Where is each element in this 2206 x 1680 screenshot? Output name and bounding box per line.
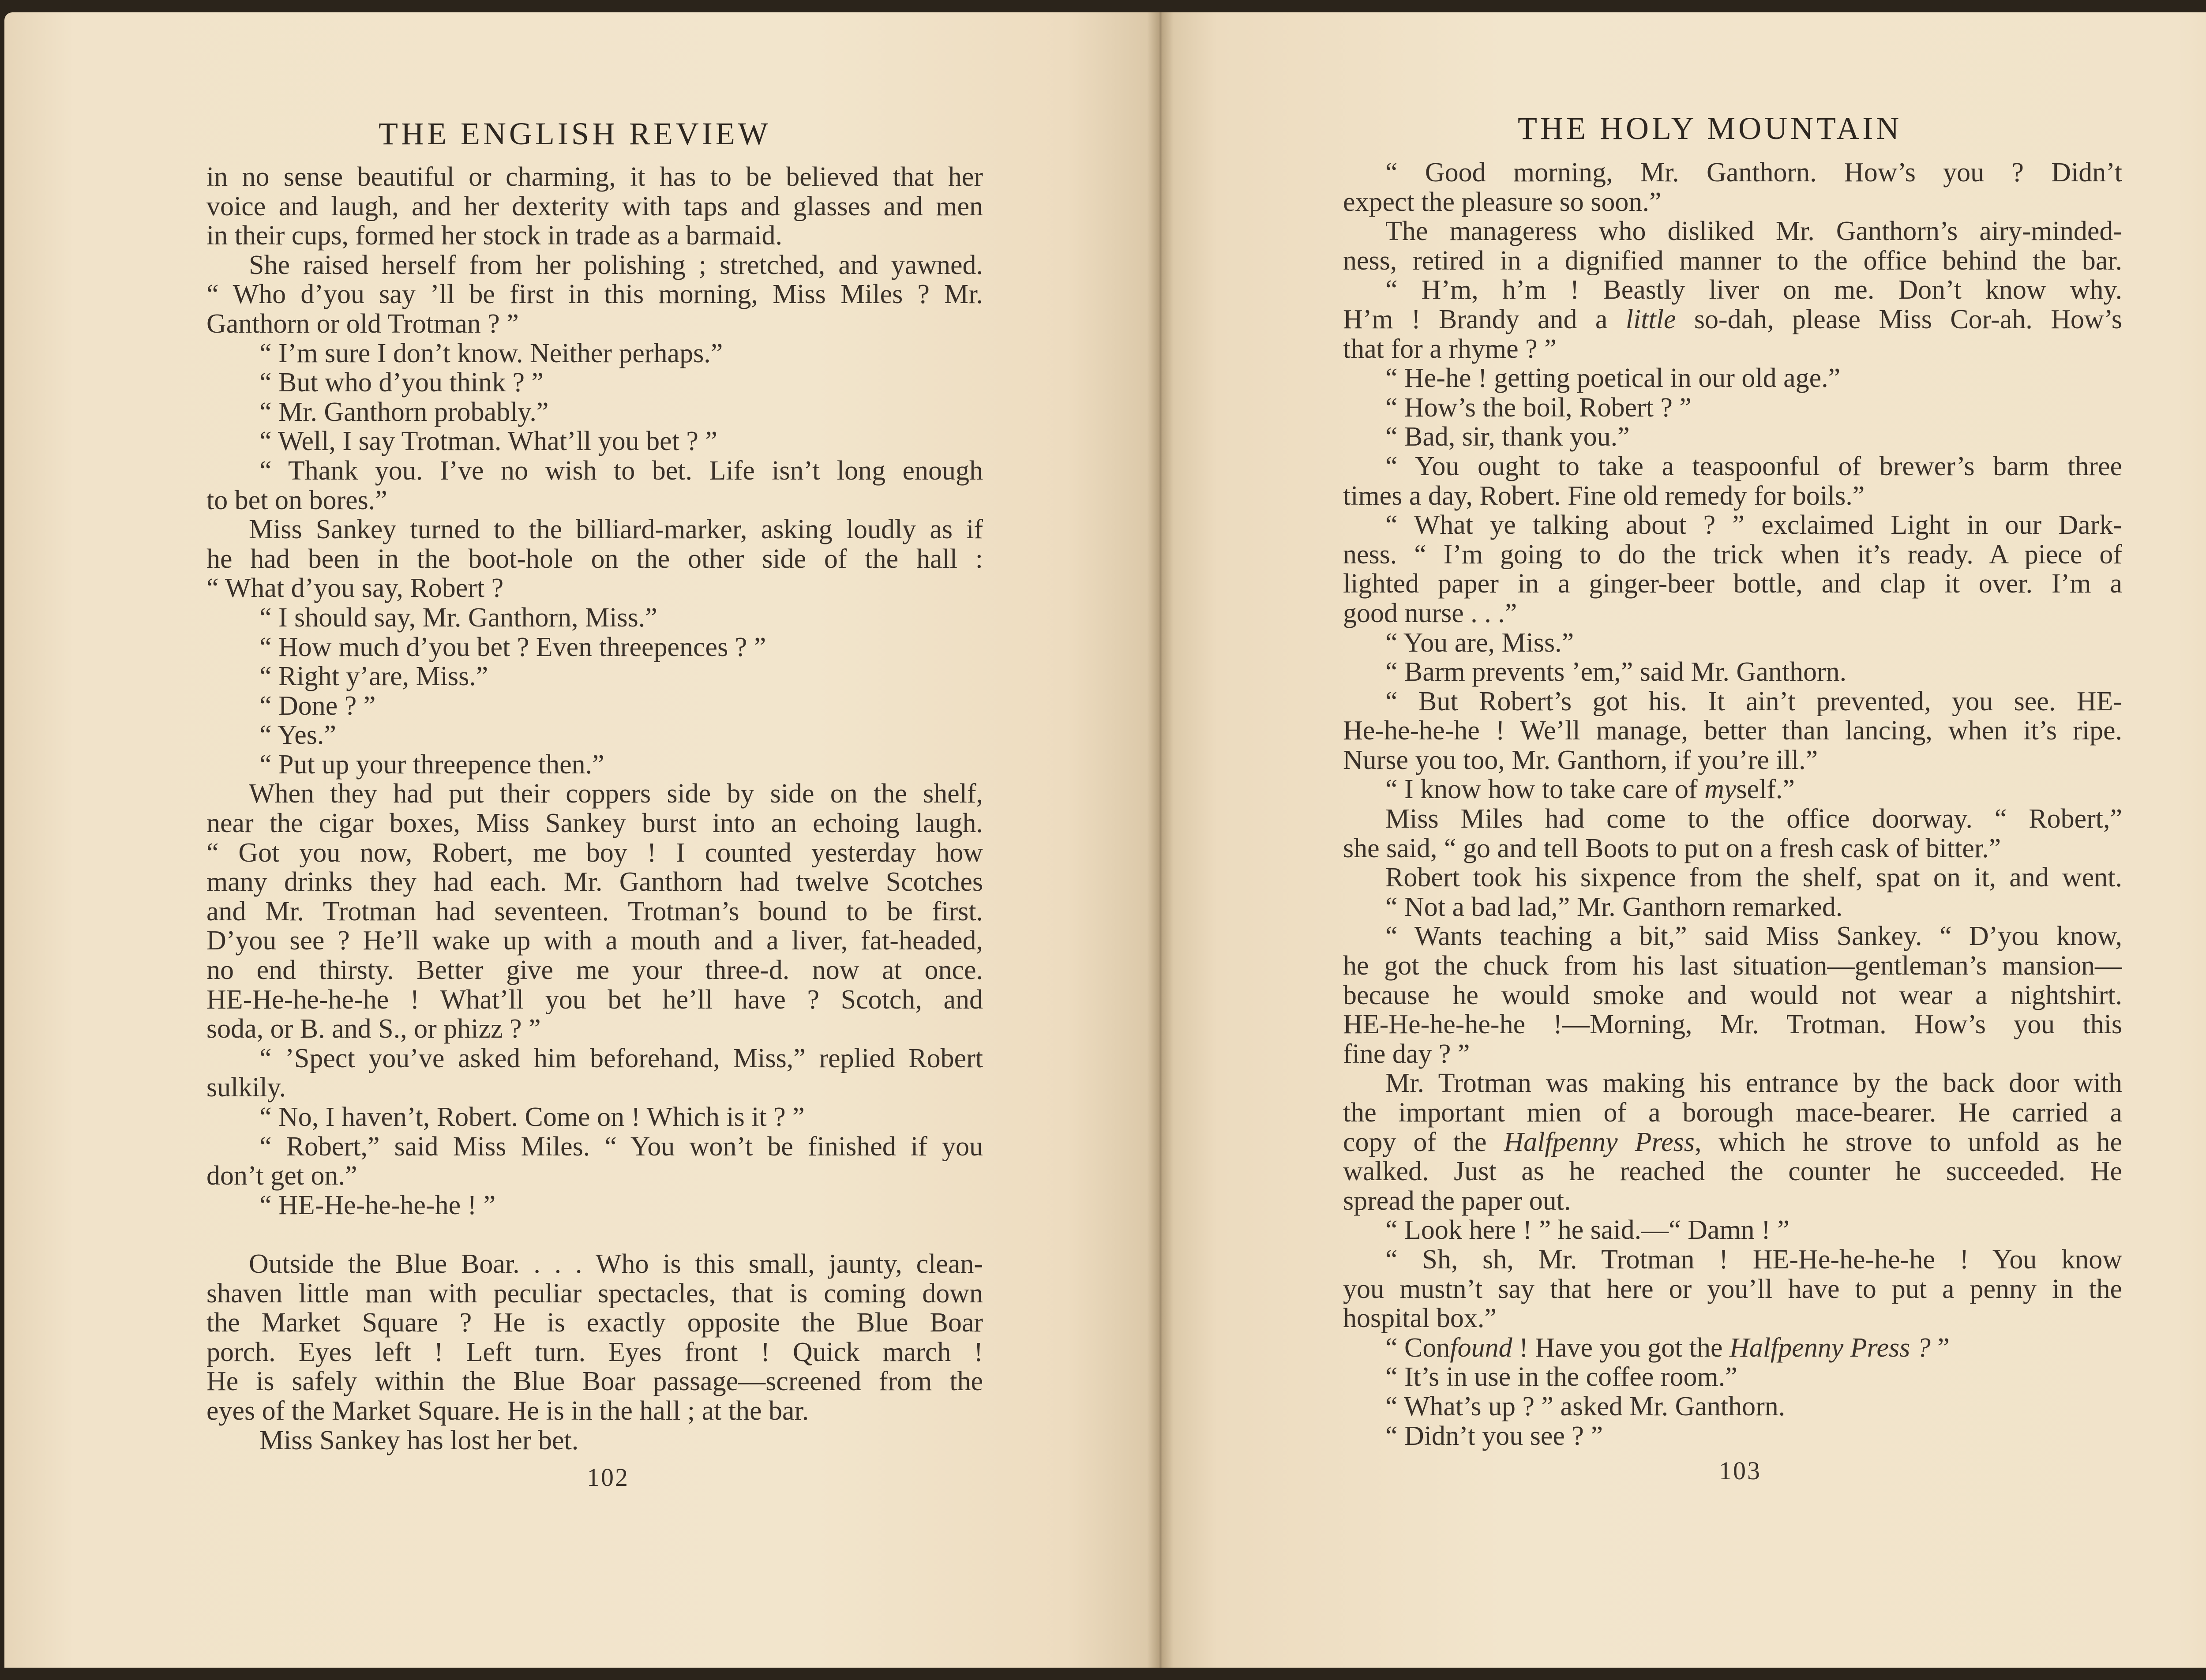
text-line: “ What’s up ? ” asked Mr. Ganthorn. — [1385, 1391, 1786, 1421]
text-line: near the cigar boxes, Miss Sankey burst into an echoing laugh. — [206, 809, 983, 838]
text-line: “ Well, I say Trotman. What’ll you bet ? ” — [259, 426, 717, 457]
text-line: spread the paper out. — [1343, 1185, 1571, 1216]
text-line: “ Done ? ” — [259, 690, 376, 721]
text-line: shaven little man with peculiar spectacles, that is coming down — [206, 1279, 983, 1309]
text-line: eyes of the Market Square. He is in the hall ; at the bar. — [206, 1395, 809, 1426]
text-line: you mustn’t say that here or you’ll have to put a penny in the — [1343, 1274, 2122, 1304]
text-line: in their cups, formed her stock in trade as a barmaid. — [206, 221, 782, 251]
text-line: “ Thank you. I’ve no wish to bet. Life isn’t long enough — [259, 456, 983, 486]
text-line: no end thirsty. Better give me your three-d. now at once. — [206, 956, 983, 985]
text-line: “ It’s in use in the coffee room.” — [1385, 1362, 1737, 1392]
text-line: because he would smoke and would not wear a nightshirt. — [1343, 980, 2122, 1010]
text-line: “ Didn’t you see ? ” — [1385, 1421, 1603, 1451]
text-line: H’m ! Brandy and a little so-dah, please Miss Cor-ah. How’s — [1343, 304, 2122, 334]
right-page-number: 103 — [1719, 1456, 1761, 1485]
text-line: “ No, I haven’t, Robert. Come on ! Which is it ? ” — [259, 1102, 805, 1132]
text-line: “ H’m, h’m ! Beastly liver on me. Don’t know why. — [1385, 275, 2122, 305]
text-line: Ganthorn or old Trotman ? ” — [206, 308, 519, 339]
text-line: “ Put up your threepence then.” — [259, 749, 604, 780]
text-line: copy of the Halfpenny Press, which he strove to unfold as he — [1343, 1127, 2122, 1157]
text-line: He is safely within the Blue Boar passage—screened from the — [206, 1367, 983, 1396]
text-line: the important mien of a borough mace-bearer. He carried a — [1343, 1098, 2122, 1128]
text-line: “ How’s the boil, Robert ? ” — [1385, 392, 1692, 423]
text-line: “ Barm prevents ’em,” said Mr. Ganthorn. — [1385, 657, 1847, 687]
text-line: many drinks they had each. Mr. Ganthorn had twelve Scotches — [206, 867, 983, 897]
text-line: good nurse . . .” — [1343, 598, 1517, 628]
text-line: Miss Sankey has lost her bet. — [259, 1425, 579, 1455]
text-line: ness. “ I’m going to do the trick when it’s ready. A piece of — [1343, 540, 2122, 570]
text-line: that for a rhyme ? ” — [1343, 334, 1557, 364]
text-line: “ Confound ! Have you got the Halfpenny Press ? ” — [1385, 1332, 1950, 1363]
text-line: “ HE-He-he-he-he ! ” — [259, 1190, 496, 1220]
text-line: “ What d’you say, Robert ? — [206, 573, 504, 604]
text-line: Miss Miles had come to the office doorway. “ Robert,” — [1385, 804, 2122, 834]
text-line: “ You are, Miss.” — [1385, 627, 1574, 658]
right-running-head: THE HOLY MOUNTAIN — [1518, 111, 1902, 146]
left-page-number: 102 — [587, 1463, 629, 1492]
text-line: soda, or B. and S., or phizz ? ” — [206, 1014, 541, 1044]
text-line: “ I should say, Mr. Ganthorn, Miss.” — [259, 602, 657, 633]
text-line: “ You ought to take a teaspoonful of brewer’s barm three — [1385, 451, 2122, 481]
left-running-head: THE ENGLISH REVIEW — [379, 116, 771, 151]
text-line: HE-He-he-he-he !—Morning, Mr. Trotman. How’s you this — [1343, 1010, 2122, 1039]
text-line: “ Look here ! ” he said.—“ Damn ! ” — [1385, 1215, 1790, 1245]
text-line: “ Who d’you say ’ll be first in this morning, Miss Miles ? Mr. — [206, 280, 983, 309]
text-line: D’you see ? He’ll wake up with a mouth and a liver, fat-headed, — [206, 926, 983, 956]
text-line: he got the chuck from his last situation—gentleman’s mansion— — [1343, 951, 2122, 981]
text-line: hospital box.” — [1343, 1303, 1497, 1334]
text-line: Robert took his sixpence from the shelf, spat on it, and went. — [1385, 863, 2122, 892]
text-line: lighted paper in a ginger-beer bottle, and clap it over. I’m a — [1343, 569, 2122, 599]
text-line: He-he-he-he ! We’ll manage, better than lancing, when it’s ripe. — [1343, 716, 2122, 746]
text-line: Mr. Trotman was making his entrance by the back door with — [1385, 1069, 2122, 1098]
text-line: he had been in the boot-hole on the other side of the hall : — [206, 544, 983, 574]
left-body-text — [206, 162, 983, 1455]
text-line: HE-He-he-he-he ! What’ll you bet he’ll have ? Scotch, and — [206, 985, 983, 1015]
text-line: “ Right y’are, Miss.” — [259, 661, 488, 692]
book-gutter — [1147, 12, 1174, 1668]
text-line: times a day, Robert. Fine old remedy for boils.” — [1343, 480, 1865, 511]
text-line: “ Bad, sir, thank you.” — [1385, 422, 1630, 452]
text-line: “ How much d’you bet ? Even threepences ? ” — [259, 632, 766, 662]
text-line: “ I know how to take care of myself.” — [1385, 774, 1795, 805]
text-line: sulkily. — [206, 1072, 286, 1103]
text-line: “ Got you now, Robert, me boy ! I counted yesterday how — [206, 838, 983, 868]
text-line: voice and laugh, and her dexterity with taps and glasses and men — [206, 191, 983, 221]
text-line: “ He-he ! getting poetical in our old age.” — [1385, 363, 1841, 394]
text-line: “ Wants teaching a bit,” said Miss Sankey. “ D’you know, — [1385, 922, 2122, 952]
text-line: “ Good morning, Mr. Ganthorn. How’s you ? Didn’t — [1385, 158, 2122, 188]
text-line: the Market Square ? He is exactly opposite the Blue Boar — [206, 1308, 983, 1338]
text-line: “ But who d’you think ? ” — [259, 368, 544, 398]
text-line: walked. Just as he reached the counter he succeeded. He — [1343, 1157, 2122, 1186]
text-line: ness, retired in a dignified manner to the office behind the bar. — [1343, 246, 2122, 276]
text-line: in no sense beautiful or charming, it has to be believed that her — [206, 162, 983, 192]
text-line — [206, 1220, 983, 1249]
text-line: expect the pleasure so soon.” — [1343, 187, 1662, 217]
text-line: “ ’Spect you’ve asked him beforehand, Miss,” replied Robert — [259, 1043, 983, 1073]
text-line: porch. Eyes left ! Left turn. Eyes front ! Quick march ! — [206, 1337, 983, 1367]
text-line: she said, “ go and tell Boots to put on a fresh cask of bitter.” — [1343, 833, 2001, 863]
text-line: When they had put their coppers side by side on the shelf, — [249, 779, 983, 809]
text-line: “ Mr. Ganthorn probably.” — [259, 397, 549, 427]
text-line: Miss Sankey turned to the billiard-marker, asking loudly as if — [249, 515, 983, 544]
text-line: She raised herself from her polishing ; stretched, and yawned. — [249, 250, 983, 280]
text-line: “ What ye talking about ? ” exclaimed Light in our Dark- — [1385, 510, 2122, 540]
text-line: “ Yes.” — [259, 720, 336, 750]
text-line: “ I’m sure I don’t know. Neither perhaps.” — [259, 338, 723, 368]
text-line: Outside the Blue Boar. . . . Who is this small, jaunty, clean- — [249, 1249, 983, 1279]
text-line: “ Sh, sh, Mr. Trotman ! HE-He-he-he-he ! You know — [1385, 1245, 2122, 1275]
text-line: and Mr. Trotman had seventeen. Trotman’s bound to be first. — [206, 896, 983, 926]
text-line: fine day ? ” — [1343, 1039, 1470, 1069]
text-line: “ Robert,” said Miss Miles. “ You won’t be finished if you — [259, 1132, 983, 1162]
right-body-text — [1343, 158, 2122, 1451]
text-line: “ But Robert’s got his. It ain’t prevented, you see. HE- — [1385, 686, 2122, 716]
text-line: The manageress who disliked Mr. Ganthorn’s airy-minded- — [1385, 217, 2122, 246]
text-line: don’t get on.” — [206, 1161, 357, 1191]
text-line: to bet on bores.” — [206, 485, 387, 515]
text-line: “ Not a bad lad,” Mr. Ganthorn remarked. — [1385, 892, 1843, 922]
text-line: Nurse you too, Mr. Ganthorn, if you’re ill.” — [1343, 745, 1818, 775]
